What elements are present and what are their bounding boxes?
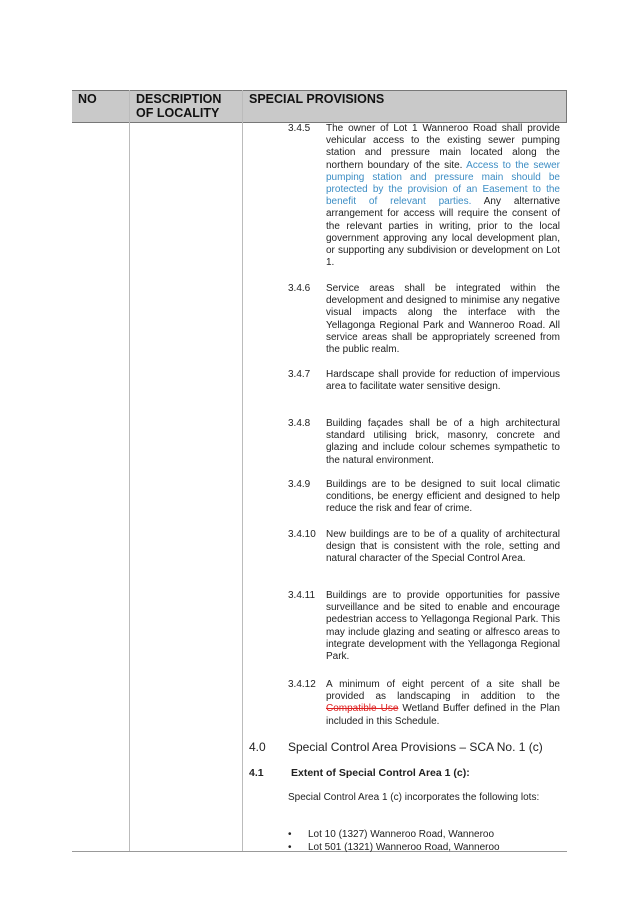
deleted-text: Compatible Use [326, 703, 399, 715]
table-header [72, 90, 567, 123]
header-special-provisions: SPECIAL PROVISIONS [249, 92, 385, 106]
clause-text-part: A minimum of eight percent of a site shall be provided as landscaping in addition to the [326, 679, 560, 703]
subsection-number: 4.1 [249, 767, 264, 779]
clause-text: New buildings are to be of a quality of architectural design that is consistent with the role, setting and natural character of the Special Control Area. [326, 529, 560, 565]
clause-text-part: Any alternative arrangement for access will require the consent of the relevant parties in writing, prior to the local government approving any local development plan, or supporting any subdivision or development on Lot 1. [326, 196, 560, 269]
clause-number: 3.4.11 [288, 590, 316, 601]
inserted-text: Access to the sewer pumping station and pressure main should be protected by the provision of an Easement to the benefit of relevant parties. [326, 159, 561, 208]
header-no: NO [78, 92, 97, 106]
clause-number: 3.4.10 [288, 529, 316, 540]
subsection-title: Extent of Special Control Area 1 (c): [291, 767, 470, 779]
section-number: 4.0 [249, 740, 266, 754]
column-divider [566, 90, 567, 123]
clause-text [326, 679, 560, 728]
clause-text: Service areas shall be integrated within the development and designed to minimise any negative visual impacts along the interface with the Yellagonga Regional Park and Wanneroo Road. All service areas shall be appropriately screened from the public realm. [326, 283, 560, 356]
bullet-icon: • [288, 829, 292, 840]
column-divider [242, 90, 243, 852]
clause-number: 3.4.6 [288, 283, 311, 294]
clause-number: 3.4.7 [288, 369, 311, 380]
clause-text-part: The owner of Lot 1 Wanneroo Road shall provide vehicular access to the existing sewer pumping station and pressure main located along the northern boundary of the site. [326, 123, 560, 171]
clause-text: Hardscape shall provide for reduction of impervious area to facilitate water sensitive design. [326, 369, 560, 393]
clause-text: Buildings are to be designed to suit local climatic conditions, be energy efficient and designed to help reduce the risk and fear of crime. [326, 479, 560, 515]
clause-text: Building façades shall be of a high architectural standard utilising brick, masonry, concrete and glazing and include colour schemes sympathetic to the natural environment. [326, 418, 560, 466]
intro-text: Special Control Area 1 (c) incorporates the following lots: [288, 792, 540, 803]
header-description: DESCRIPTION OF LOCALITY [136, 92, 222, 120]
bullet-icon: • [288, 842, 292, 853]
clause-text-part: Wetland Buffer defined in the Plan included in this Schedule. [326, 703, 560, 727]
clause-number: 3.4.12 [288, 679, 316, 690]
section-title: Special Control Area Provisions – SCA No. 1 (c) [288, 740, 543, 754]
list-item: Lot 10 (1327) Wanneroo Road, Wanneroo [308, 829, 495, 840]
clause-text [326, 123, 560, 269]
column-divider [129, 90, 130, 852]
clause-text: Buildings are to provide opportunities for passive surveillance and be sited to enable and encourage pedestrian access to Yellagonga Regional Park. This may include glazing and seating or alfresco areas to integrate development with the Yellagonga Regional Park. [326, 590, 560, 663]
clause-number: 3.4.5 [288, 123, 311, 134]
clause-number: 3.4.9 [288, 479, 311, 490]
list-item: Lot 501 (1321) Wanneroo Road, Wanneroo [308, 842, 500, 853]
clause-number: 3.4.8 [288, 418, 311, 429]
